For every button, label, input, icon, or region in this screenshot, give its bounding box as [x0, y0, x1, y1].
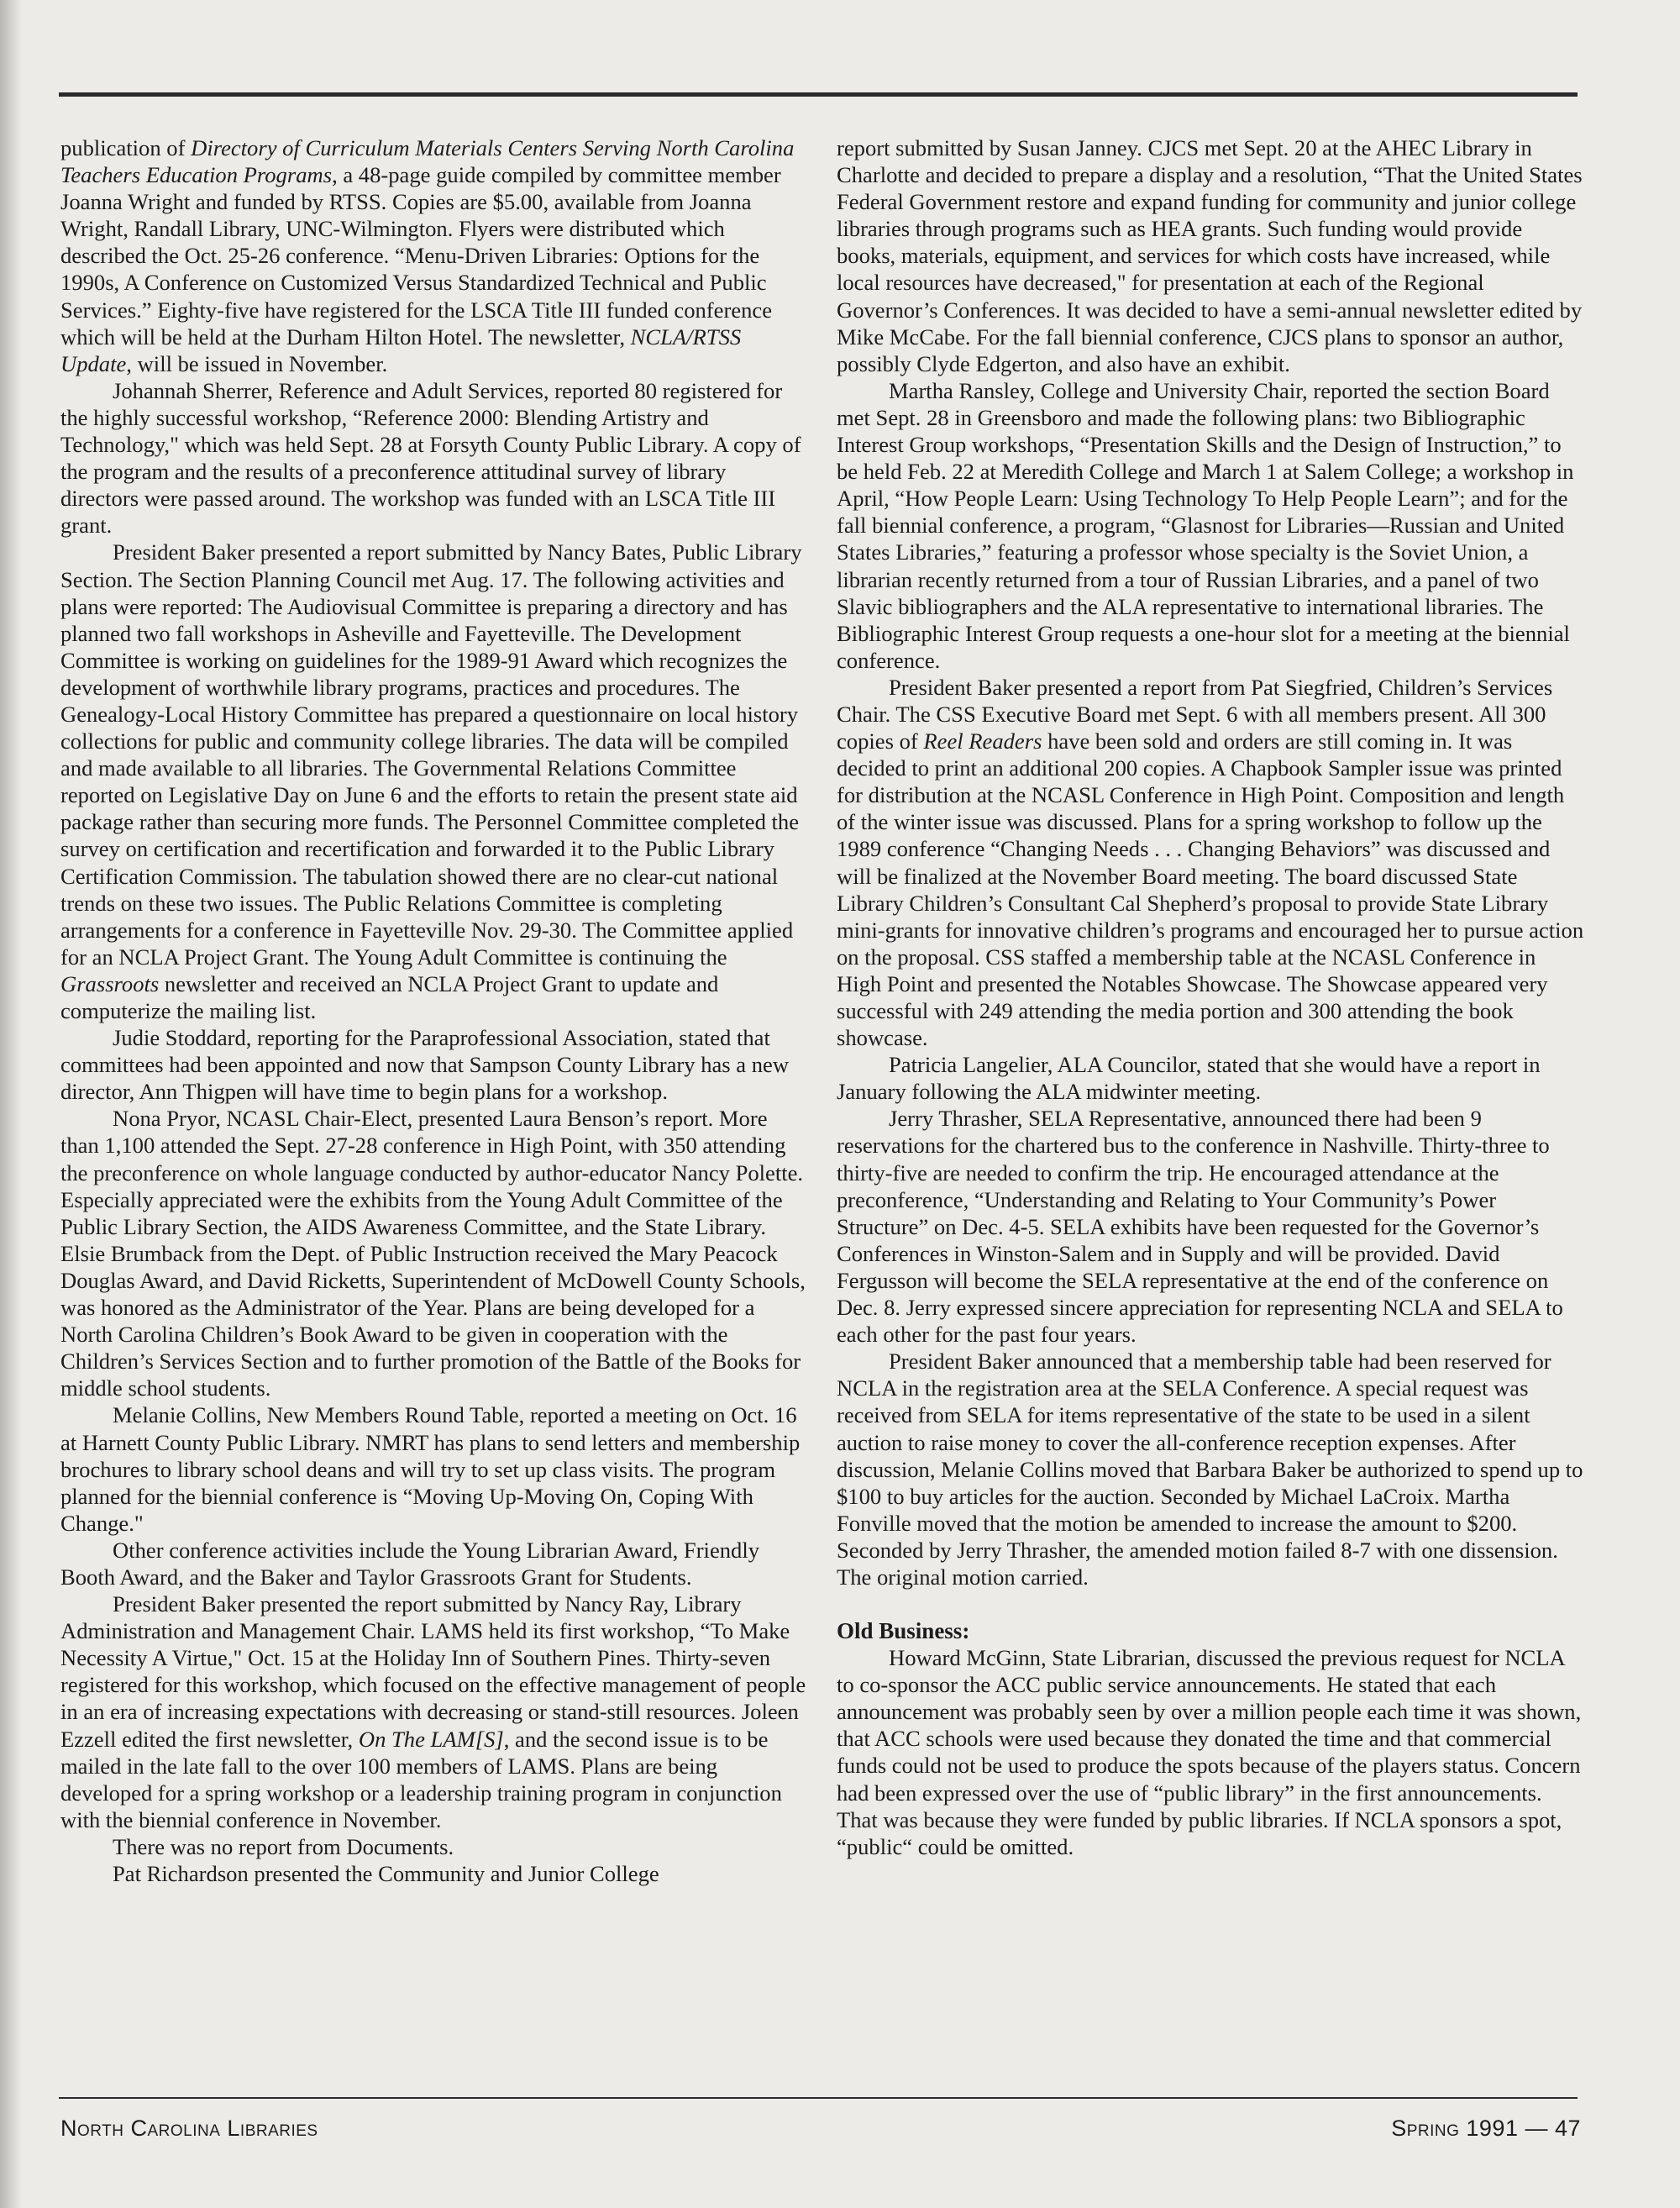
right-column	[837, 134, 1584, 1860]
footer-year-page: 1991 — 47	[1459, 2116, 1581, 2141]
paragraph: President Baker announced that a membership table had been reserved for NCLA in the registration area at the SELA Conference. A special request was received from SELA for items representative of the state to be used in a silent auction to raise money to cover the all-conference reception expenses. After discussion, Melanie Collins moved that Barbara Baker be authorized to spend up to $100 to buy articles for the auction. Seconded by Michael LaCroix. Martha Fonville moved that the motion be amended to increase the amount to $200. Seconded by Jerry Thrasher, the amended motion failed 8-7 with one dissension. The original motion carried.	[837, 1348, 1583, 1590]
paragraph	[60, 134, 808, 377]
newsletter-title: On The LAM[S]	[358, 1726, 504, 1752]
page-edge-shadow	[0, 0, 22, 2208]
paragraph: Judie Stoddard, reporting for the Paraprofessional Association, stated that committees had been appointed and now that Sampson County Library has a new director, Ann Thigpen will have time to begin plans for a workshop.	[60, 1025, 790, 1105]
paragraph: Johannah Sherrer, Reference and Adult Services, reported 80 registered for the highly successful workshop, “Reference 2000: Blending Artistry and Technology," which was held Sept. 28 at Forsyth County Public Library. A copy of the program and the results of a preconference attitudinal survey of library directors were passed around. The workshop was funded with an LSCA Title III grant.	[60, 377, 801, 539]
publication-title: Directory of Curriculum Materials Centers Serving North Carolina Teachers Education Programs	[60, 135, 795, 188]
paragraph	[60, 1590, 808, 1833]
paragraph: Melanie Collins, New Members Round Table, reported a meeting on Oct. 16 at Harnett County Public Library. NMRT has plans to send letters and membership brochures to library school deans and will try to set up class visits. The program planned for the biennial conference is “Moving Up-Moving On, Coping With Change."	[60, 1402, 801, 1536]
text: President Baker presented a report from Pat Siegfried, Children’s Services Chair. The CSS Executive Board met Sept. 6 with all members present. All 300 copies of	[837, 674, 1553, 754]
paragraph: There was no report from Documents.	[113, 1833, 454, 1859]
footer-journal-name: North Carolina Libraries	[60, 2116, 318, 2141]
text: President Baker presented a report submitted by Nancy Bates, Public Library Section. The Section Planning Council met Aug. 17. The following activities and plans were reported: The Audiovisual Committee is preparing a directory and has planned two fall workshops in Asheville and Fayetteville. The Development Committee is working on guidelines for the 1989-91 Award which recognizes the development of worthwhile library programs, practices and procedures. The Genealogy-Local History Committee has prepared a questionnaire on local history collections for public and community college libraries. The data will be compiled and made available to all libraries. The Governmental Relations Committee reported on Legislative Day on June 6 and the efforts to retain the present state aid package rather than securing more funds. The Personnel Committee completed the survey on certification and recertification and forwarded it to the Public Library Certification Commission. The tabulation showed there are no clear-cut national trends on these two issues. The Public Relations Committee is completing arrangements for a conference in Fayetteville Nov. 29-30. The Committee applied for an NCLA Project Grant. The Young Adult Committee is continuing the	[60, 539, 802, 970]
paragraph: Jerry Thrasher, SELA Representative, announced there had been 9 reservations for the chartered bus to the conference in Nashville. Thirty-three to thirty-five are needed to confirm the trip. He encouraged attendance at the preconference, “Understanding and Relating to Your Community’s Power Structure” on Dec. 4-5. SELA exhibits have been requested for the Governor’s Conferences in Winston-Salem and in Supply and will be provided. David Fergusson will become the SELA representative at the end of the conference on Dec. 8. Jerry expressed sincere appreciation for representing NCLA and SELA to each other for the past four years.	[837, 1106, 1563, 1348]
paragraph: Martha Ransley, College and University Chair, reported the section Board met Sept. 28 in Greensboro and made the following plans: two Bibliographic Interest Group workshops, “Presentation Skills and the Design of Instruction,” to be held Feb. 22 at Meredith College and March 1 at Salem College; a workshop in April, “How People Learn: Using Technology To Help People Learn”; and for the fall biennial conference, a program, “Glasnost for Libraries—Russian and United States Libraries,” featuring a professor whose specialty is the Soviet Union, a librarian recently returned from a tour of Russian Libraries, and a panel of two Slavic bibliographers and the ALA representative to international libraries. The Bibliographic Interest Group requests a one-hour slot for a meeting at the biennial conference.	[837, 377, 1574, 673]
paragraph: Other conference activities include the Young Librarian Award, Friendly Booth Award, and the Baker and Taylor Grassroots Grant for Students.	[60, 1537, 760, 1590]
text: publication of	[60, 135, 192, 160]
section-heading-old-business: Old Business:	[837, 1618, 970, 1644]
paragraph	[60, 539, 808, 1024]
paragraph: Howard McGinn, State Librarian, discussed the previous request for NCLA to co-sponsor the ACC public service announcements. He stated that each announcement was probably seen by over a million people each time it was shown, that ACC schools were used because they donated the time and that commercial funds could not be used to produce the spots because of the players status. Concern had been expressed over the use of “public library” in the first announcements. That was because they were funded by public libraries. If NCLA sponsors a spot, “public“ could be omitted.	[837, 1645, 1582, 1859]
text: , a 48-page guide compiled by committee member Joanna Wright and funded by RTSS. Copies are $5.00, available from Joanna Wright, Randall Library, UNC-Wilmington. Flyers were distributed which described the Oct. 25-26 conference. “Menu-Driven Libraries: Options for the 1990s, A Conference on Customized Versus Standardized Technical and Public Services.” Eighty-five have registered for the LSCA Title III funded conference which will be held at the Durham Hilton Hotel. The newsletter,	[60, 162, 781, 350]
text: newsletter and received an NCLA Project Grant to update and computerize the mailing list.	[60, 970, 719, 1023]
bottom-rule	[59, 2097, 1578, 2099]
paragraph	[837, 674, 1584, 1051]
left-column	[60, 134, 808, 1887]
text: have been sold and orders are still coming in. It was decided to print an additional 200 copies. A Chapbook Sampler issue was printed for distribution at the NCASL Conference in High Point. Composition and length of the winter issue was discussed. Plans for a spring workshop to follow up the 1989 conference “Changing Needs . . . Changing Behaviors” was discussed and will be finalized at the November Board meeting. The board discussed State Library Children’s Consultant Cal Shepherd’s proposal to provide State Library mini-grants for innovative children’s programs and encouraged her to pursue action on the proposal. CSS staffed a membership table at the NCASL Conference in High Point and presented the Notables Showcase. The Showcase appeared very successful with 249 attending the media portion and 300 attending the book showcase.	[837, 728, 1584, 1051]
footer-page-info	[1391, 2116, 1581, 2142]
paragraph: Pat Richardson presented the Community and Junior College	[113, 1861, 659, 1886]
text: President Baker presented the report submitted by Nancy Ray, Library Administration and Management Chair. LAMS held its first workshop, “To Make Necessity A Virtue," Oct. 15 at the Holiday Inn of Southern Pines. Thirty-seven registered for this workshop, which focused on the effective management of people in an era of increasing expectations with decreasing or stand-still resources. Joleen Ezzell edited the first newsletter,	[60, 1591, 806, 1752]
paragraph: Patricia Langelier, ALA Councilor, stated that she would have a report in January following the ALA midwinter meeting.	[837, 1052, 1541, 1105]
newsletter-title: NCLA/RTSS Update	[60, 323, 742, 376]
paragraph: report submitted by Susan Janney. CJCS met Sept. 20 at the AHEC Library in Charlotte and decided to prepare a display and a resolution, “That the United States Federal Government restore and expand funding for community and junior college libraries through programs such as HEA grants. Such funding would provide books, materials, equipment, and services for which costs have increased, while local resources have decreased," for presentation at each of the Regional Governor’s Conferences. It was decided to have a semi-annual newsletter edited by Mike McCabe. For the fall biennial conference, CJCS plans to sponsor an author, possibly Clyde Edgerton, and also have an exhibit.	[837, 135, 1583, 376]
text: , will be issued in November.	[126, 350, 388, 376]
text: , and the second issue is to be mailed in the late fall to the over 100 members of LAMS. Plans are being developed for a spring workshop or a leadership training program in conjunction with the biennial conference in November.	[60, 1726, 782, 1832]
paragraph: Nona Pryor, NCASL Chair-Elect, presented Laura Benson’s report. More than 1,100 attended the Sept. 27-28 conference in High Point, with 350 attending the preconference on whole language conducted by author-educator Nancy Polette. Especially appreciated were the exhibits from the Young Adult Committee of the Public Library Section, the AIDS Awareness Committee, and the State Library. Elsie Brumback from the Dept. of Public Instruction received the Mary Peacock Douglas Award, and David Ricketts, Superintendent of McDowell County Schools, was honored as the Administrator of the Year. Plans are being developed for a North Carolina Children’s Book Award to be given in cooperation with the Children’s Services Section and to further promotion of the Battle of the Books for middle school students.	[60, 1106, 806, 1401]
newsletter-title: Grassroots	[60, 970, 160, 996]
publication-title: Reel Readers	[923, 728, 1042, 754]
footer-season: Spring	[1391, 2116, 1460, 2141]
top-rule	[59, 92, 1578, 97]
